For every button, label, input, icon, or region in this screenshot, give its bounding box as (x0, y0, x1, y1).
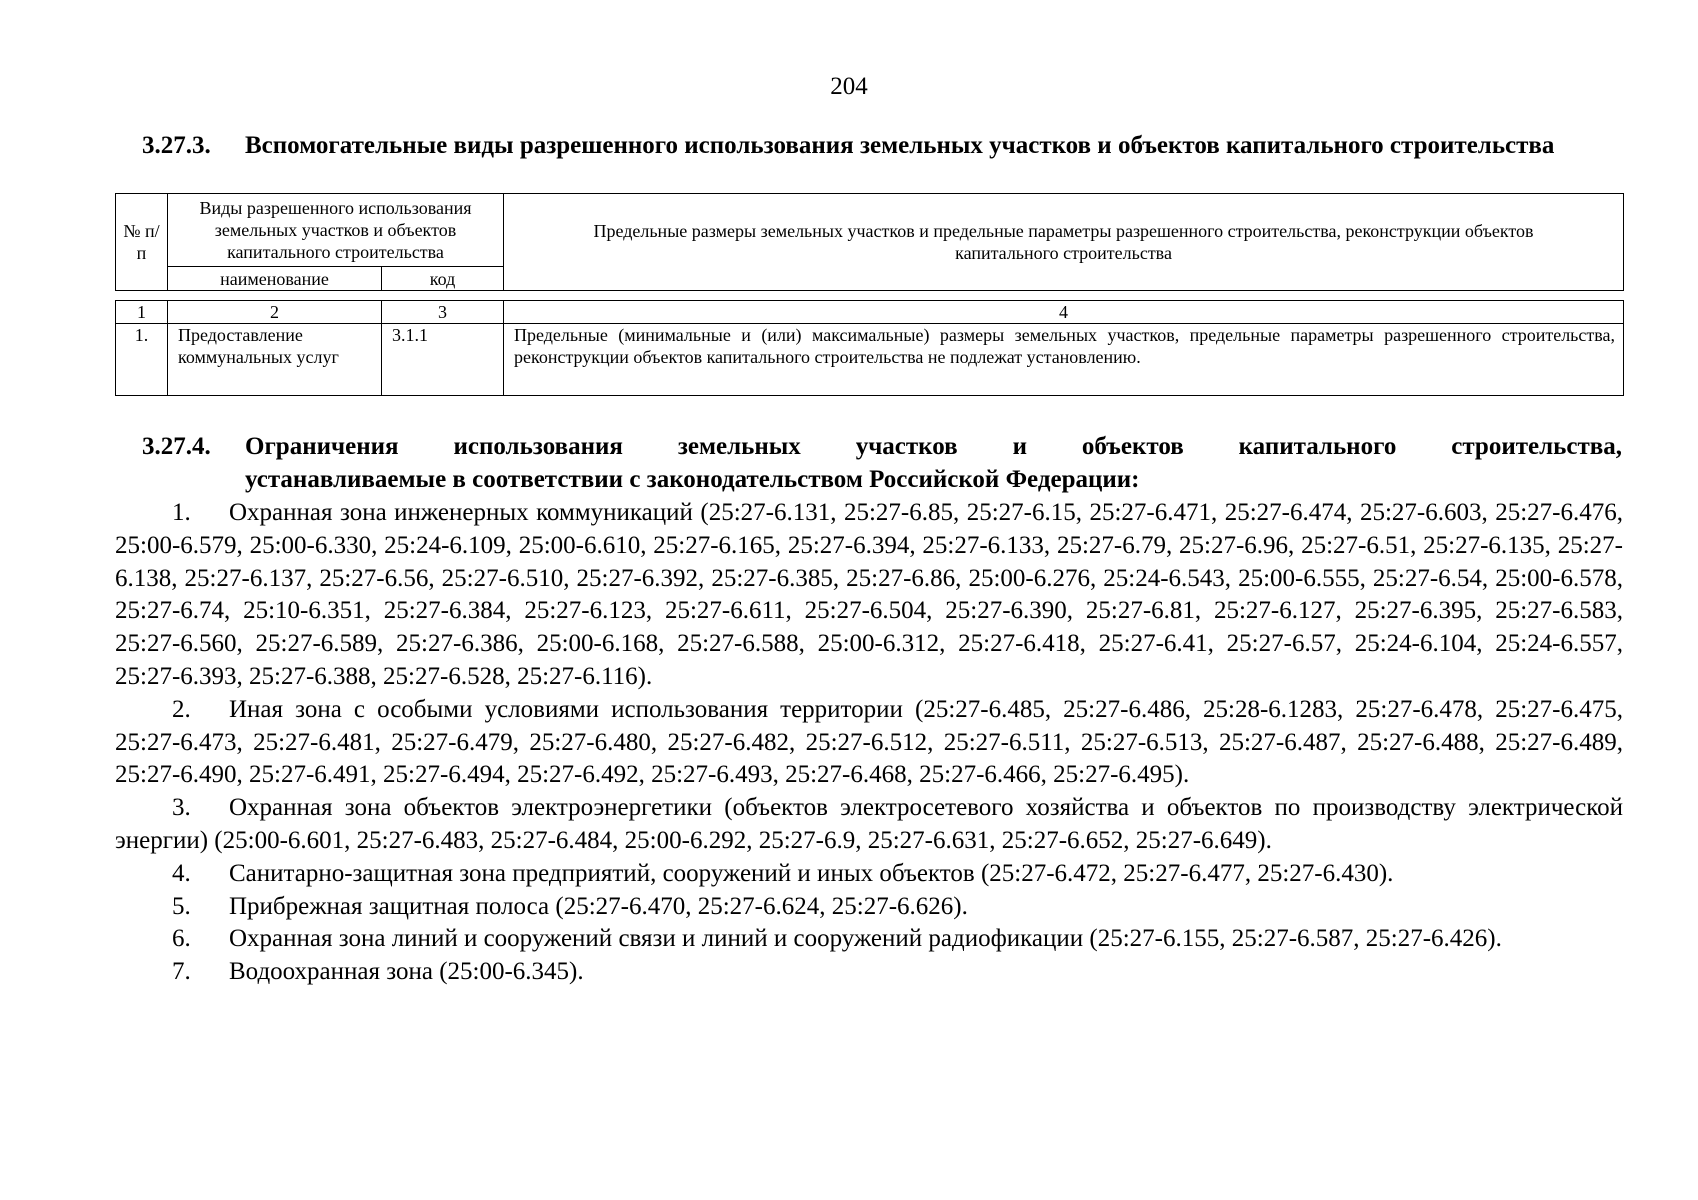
list-item (115, 694, 1623, 792)
header-col-code: код (382, 267, 504, 291)
section-heading-3-27-4 (142, 430, 1622, 496)
list-item (115, 891, 1623, 924)
section-number: 3.27.3. (142, 132, 211, 159)
header-col-name: наименование (168, 267, 382, 291)
row-use-code: 3.1.1 (382, 324, 504, 396)
list-item-number: 6. (172, 925, 191, 953)
section-title-line: Ограничения использования земельных участков и объектов капитального строительства, (245, 433, 1622, 460)
section-heading-3-27-3 (142, 129, 1622, 162)
list-item (115, 858, 1623, 891)
list-item-text: Охранная зона инженерных коммуникаций (25:27-6.131, 25:27-6.85, 25:27-6.15, 25:27-6.471, 25:27-6.474, 25:27-6.603, 25:27-6.476, 25:00-6.579, 25:00-6.330, 25:24-6.109, 25:00-6.610, 25:27-6.165, 25:27-6.394, 25:27-6.133, 25:27-6.79, 25:27-6.96, 25:27-6.51, 25:27-6.135, 25:27-6.138, 25:27-6.137, 25:27-6.56, 25:27-6.510, 25:27-6.392, 25:27-6.385, 25:27-6.86, 25:00-6.276, 25:24-6.543, 25:00-6.555, 25:27-6.54, 25:00-6.578, 25:27-6.74, 25:10-6.351, 25:27-6.384, 25:27-6.123, 25:27-6.611, 25:27-6.504, 25:27-6.390, 25:27-6.81, 25:27-6.127, 25:27-6.395, 25:27-6.583, 25:27-6.560, 25:27-6.589, 25:27-6.386, 25:00-6.168, 25:27-6.588, 25:00-6.312, 25:27-6.418, 25:27-6.41, 25:27-6.57, 25:24-6.104, 25:24-6.557, 25:27-6.393, 25:27-6.388, 25:27-6.528, 25:27-6.116). (115, 499, 1623, 690)
column-number: 2 (168, 301, 382, 324)
list-item (115, 956, 1623, 989)
table-row (116, 324, 1624, 396)
row-number: 1. (116, 324, 168, 396)
restrictions-list (115, 497, 1623, 989)
section-title-line: устанавливаемые в соответствии с законодательством Российской Федерации: (245, 466, 1140, 493)
permitted-use-table-header (115, 193, 1624, 291)
row-use-name: Предоставление коммунальных услуг (168, 324, 382, 396)
section-title: Вспомогательные виды разрешенного использования земельных участков и объектов капитального строительства (245, 132, 1555, 159)
list-item-number: 5. (172, 892, 191, 920)
column-number: 1 (116, 301, 168, 324)
list-item-text: Охранная зона линий и сооружений связи и линий и сооружений радиофикации (25:27-6.155, 25:27-6.587, 25:27-6.426). (229, 925, 1502, 953)
list-item-number: 4. (172, 859, 191, 887)
list-item-number: 1. (172, 499, 191, 526)
permitted-use-table-body (115, 300, 1624, 396)
list-item-text: Охранная зона объектов электроэнергетики (объектов электросетевого хозяйства и объектов по производству электрической энергии) (25:00-6.601, 25:27-6.483, 25:27-6.484, 25:00-6.292, 25:27-6.9, 25:27-6.631, 25:27-6.652, 25:27-6.649). (115, 794, 1623, 854)
header-col-number: № п/п (116, 194, 168, 291)
header-col-use-types: Виды разрешенного использования земельных участков и объектов капитального строительства (168, 194, 504, 267)
list-item-number: 3. (172, 794, 191, 822)
page-number: 204 (830, 73, 868, 100)
column-number-row (116, 301, 1624, 324)
list-item (115, 923, 1623, 956)
list-item (115, 497, 1623, 694)
list-item-text: Санитарно-защитная зона предприятий, сооружений и иных объектов (25:27-6.472, 25:27-6.477, 25:27-6.430). (229, 859, 1394, 887)
header-col-limits: Предельные размеры земельных участков и предельные параметры разрешенного строительства, реконструкции объектов капитального строительства (504, 194, 1624, 291)
list-item-number: 7. (172, 958, 191, 986)
list-item-text: Водоохранная зона (25:00-6.345). (229, 958, 584, 986)
row-limits: Предельные (минимальные и (или) максимальные) размеры земельных участков, предельные параметры разрешенного строительства, реконструкции объектов капитального строительства не подлежат установлению. (504, 324, 1624, 396)
list-item-text: Прибрежная защитная полоса (25:27-6.470, 25:27-6.624, 25:27-6.626). (229, 892, 968, 920)
column-number: 3 (382, 301, 504, 324)
section-number: 3.27.4. (142, 433, 211, 460)
list-item-number: 2. (172, 695, 191, 723)
list-item (115, 792, 1623, 858)
column-number: 4 (504, 301, 1624, 324)
section-title (245, 430, 1622, 496)
list-item-text: Иная зона с особыми условиями использования территории (25:27-6.485, 25:27-6.486, 25:28-6.1283, 25:27-6.478, 25:27-6.475, 25:27-6.473, 25:27-6.481, 25:27-6.479, 25:27-6.480, 25:27-6.482, 25:27-6.512, 25:27-6.511, 25:27-6.513, 25:27-6.487, 25:27-6.488, 25:27-6.489, 25:27-6.490, 25:27-6.491, 25:27-6.494, 25:27-6.492, 25:27-6.493, 25:27-6.468, 25:27-6.466, 25:27-6.495). (115, 695, 1623, 789)
